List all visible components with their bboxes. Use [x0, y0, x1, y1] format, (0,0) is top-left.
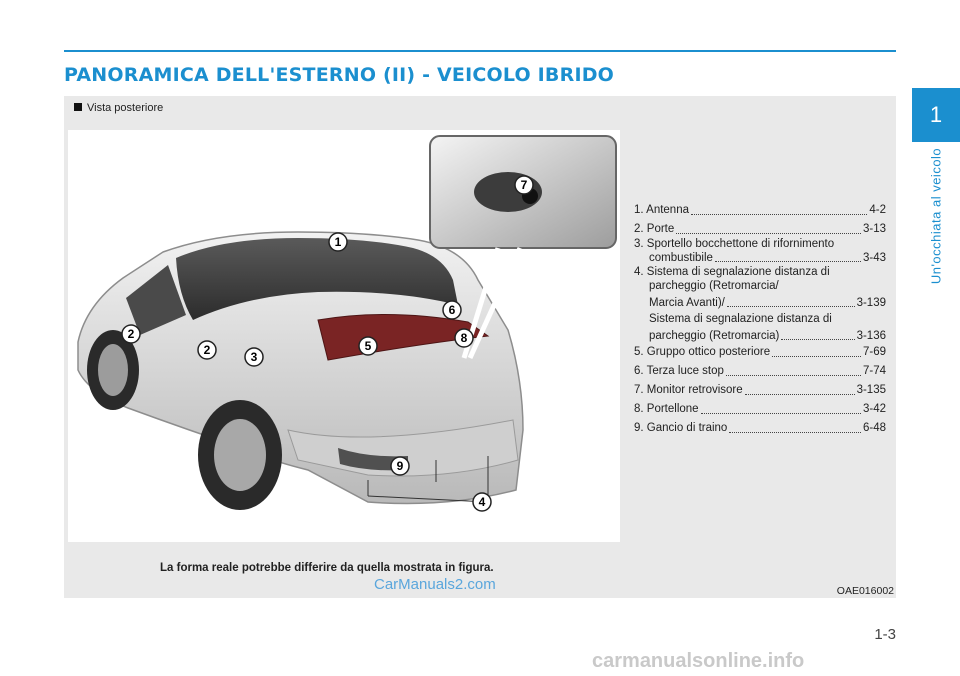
figure-caption: La forma reale potrebbe differire da quella mostrata in figura.: [160, 562, 494, 574]
list-item: 2. Porte 3-13: [634, 223, 886, 235]
list-item: 1. Antenna 4-2: [634, 204, 886, 216]
marker-6: [443, 301, 461, 319]
chapter-tab[interactable]: 1: [912, 88, 960, 142]
svg-text:3: 3: [250, 350, 258, 364]
svg-text:2: 2: [127, 327, 135, 341]
marker-7: [515, 176, 533, 194]
svg-text:5: 5: [364, 339, 372, 353]
list-item: 5. Gruppo ottico posteriore 7-69: [634, 346, 886, 358]
svg-text:7: 7: [520, 178, 528, 192]
marker-2a: [122, 325, 140, 343]
svg-text:9: 9: [396, 459, 404, 473]
marker-4: [473, 493, 491, 511]
marker-2b: [198, 341, 216, 359]
view-label: Vista posteriore: [74, 102, 163, 114]
svg-text:1: 1: [334, 235, 342, 249]
marker-8: [455, 329, 473, 347]
marker-1: [329, 233, 347, 251]
square-bullet-icon: [74, 103, 82, 111]
watermark-carmanuals2[interactable]: CarManuals2.com: [374, 576, 496, 593]
marker-3: [245, 348, 263, 366]
list-item: 7. Monitor retrovisore 3-135: [634, 384, 886, 396]
header-rule: [64, 50, 896, 52]
figure-code: OAE016002: [836, 585, 894, 597]
marker-5: [359, 337, 377, 355]
list-item: 9. Gancio di traino 6-48: [634, 422, 886, 434]
svg-text:8: 8: [460, 331, 468, 345]
chapter-label: Un'occhiata al veicolo: [928, 147, 944, 285]
list-item: 6. Terza luce stop 7-74: [634, 365, 886, 377]
list-item: 8. Portellone 3-42: [634, 403, 886, 415]
list-item: 3. Sportello bocchettone di rifornimento combustibile 3-43: [634, 237, 886, 264]
watermark-carmanualsonline[interactable]: carmanualsonline.info: [592, 650, 805, 672]
page-number: 1-3: [874, 626, 896, 643]
svg-text:6: 6: [448, 303, 456, 317]
callout-list: [634, 202, 886, 437]
car-rear-view-image: [68, 130, 620, 542]
page-title: PANORAMICA DELL'ESTERNO (II) - VEICOLO IBRIDO: [64, 64, 615, 86]
marker-9: [391, 457, 409, 475]
car-illustration: [68, 130, 620, 542]
list-item: 4. Sistema di segnalazione distanza di parcheggio (Retromarcia/ Marcia Avanti)/ 3-139 Sistema di segnalazione distanza di parcheggio (Retromarcia) 3-136: [634, 266, 886, 342]
svg-text:4: 4: [478, 495, 486, 509]
svg-text:2: 2: [203, 343, 211, 357]
